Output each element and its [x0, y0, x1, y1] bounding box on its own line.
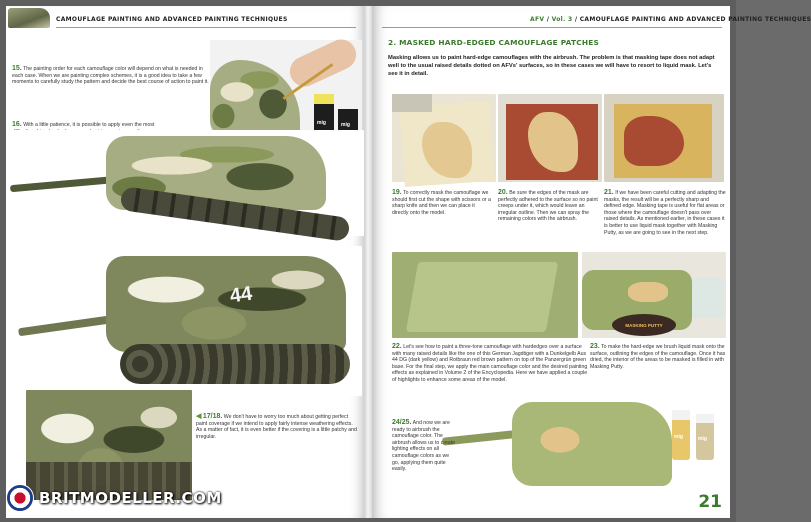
step-text: To correctly mask the camouflage we should first cut the shape with scissors or a sharp knife and then we can place it directly onto the model. — [392, 190, 491, 216]
step-number: 17/18. — [202, 413, 223, 420]
bottle-label: mig — [698, 436, 707, 442]
bottle-cap — [672, 410, 690, 420]
header-separator: / — [574, 16, 578, 23]
photo-step-24-25-airbrush — [442, 392, 722, 500]
step-number: 20. — [498, 189, 508, 196]
step-text: To make the hard-edge we brush liquid mask onto the surface, outlining the edges of the camouflage. Once it has dried, the interior of the areas to be masked is filled in with Masking Putty. — [590, 344, 726, 370]
watermark — [6, 482, 222, 514]
tank-number-marking: 44 — [228, 282, 254, 308]
triangle-arrow-icon: ◀ — [196, 413, 202, 420]
step-text: Let's see how to paint a three-tone camouflage with hardedges over a surface with many raised details like the one of this German Jagdtiger with a Dunkelgelb Aus 44 DG (dark yellow) and Rotbraun red brown pattern on top of the Panzergrün green base. For the final step, we apply the main camouflage color and the desired painting effects as explained in Volume 2 of the Encyclopedia. Here we have applied a couple of highlights to enhance some areas of the model. — [392, 344, 588, 383]
step-number: 22. — [392, 343, 402, 350]
header-volume: Vol. 3 — [551, 16, 573, 23]
step-22 — [392, 344, 588, 384]
step-number: 15. — [12, 65, 22, 72]
photo-tank-44 — [10, 246, 362, 396]
step-number: 23. — [590, 343, 600, 350]
masking-putty-jar — [612, 314, 676, 336]
raf-roundel-icon — [6, 484, 34, 512]
header-tank-thumbnail — [8, 8, 50, 28]
left-page-header: CAMOUFLAGE PAINTING AND ADVANCED PAINTING TECHNIQUES — [56, 16, 288, 23]
bottle-label: mig — [341, 122, 350, 128]
step-text: The painting order for each camouflage color will depend on what is needed in each case. When we are painting complex schemes, it is a good idea to take a few moments to carefully study the pattern and decide the best course of action to paint it. — [12, 66, 209, 86]
header-title: CAMOUFLAGE PAINTING AND ADVANCED PAINTING TECHNIQUES — [579, 16, 811, 23]
page-number: 21 — [698, 492, 722, 512]
step-text: With a little patience, it is possible to apply even the most — [23, 122, 155, 128]
section-title: 2. MASKED HARD-EDGED CAMOUFLAGE PATCHES — [388, 38, 599, 47]
scissors — [392, 94, 432, 112]
step-24-25 — [392, 420, 456, 473]
step-text: Be sure the edges of the mask are perfectly adhered to the surface so no paint creeps under it, which would leave an irregular outline. Then we can spray the remaining colors with the airbrush. — [498, 190, 598, 223]
liquid-mask-bottle — [692, 278, 724, 318]
step-text: And now we are ready to airbrush the camouflage color. The airbrush allows us to create lighting effects on all camouflage colors as we go, applying them quite easily. — [392, 420, 456, 473]
photo-step-20-paint-over-mask — [498, 94, 602, 182]
tank-tracks — [120, 344, 350, 384]
right-page-header — [530, 16, 811, 25]
right-page — [372, 6, 811, 518]
step-23 — [590, 344, 726, 370]
tank-hull — [106, 256, 346, 352]
section-intro: Masking allows us to paint hard-edge camouflages with the airbrush. The problem is that masking tape does not adapt well to the usual raised details dotted on AFVs' surfaces, so in these cases we will have to resort to liquid mask. Let's see it in detail. — [388, 55, 715, 77]
mask-area — [628, 282, 668, 302]
step-20 — [498, 190, 602, 223]
photo-step-22-green-base — [392, 252, 578, 338]
bottle-label: mig — [674, 434, 683, 440]
step-text: We don't have to worry too much about getting perfect paint coverage if we intend to apply fairly intense weathering effects. As a matter of fact, it is even better if the covering is a little patchy and irregular. — [196, 414, 357, 440]
bottle-cap — [338, 100, 358, 109]
step-19 — [392, 190, 492, 216]
step-number: 19. — [392, 189, 402, 196]
bottle-cap — [696, 414, 714, 423]
header-separator: / — [546, 16, 550, 23]
hand — [285, 35, 361, 92]
photo-step-23-liquid-mask — [582, 252, 726, 338]
red-brown-patch — [624, 116, 684, 166]
bottle-cap — [314, 94, 334, 104]
watermark-text: BRITMODELLER.COM — [39, 489, 222, 507]
photo-tank-splinter-camo — [10, 130, 364, 236]
paint-bottle-4 — [696, 414, 714, 460]
photo-step-19-cut-mask — [392, 94, 496, 182]
header-rule — [382, 27, 722, 28]
step-number: 16. — [12, 121, 22, 128]
step-17-18 — [196, 414, 358, 440]
tank-hull — [512, 402, 672, 486]
step-21 — [604, 190, 726, 236]
photo-step-21-result — [604, 94, 724, 182]
bottle-label: mig — [317, 120, 326, 126]
step-15 — [12, 66, 210, 86]
tank-detail — [210, 60, 300, 140]
jagdtiger-superstructure — [406, 262, 558, 332]
left-page — [6, 6, 366, 518]
header-prefix: AFV — [530, 16, 545, 23]
header-rule — [56, 27, 356, 28]
step-text: If we have been careful cutting and adapting the masks, the result will be a perfectly sharp and defined edge. Masking tape is useful for flat areas or those where the camouflage doesn't pass over raised details. As mentioned earlier, in these cases it is better to use liquid mask together with Masking Putty, as we are going to see in the next step. — [604, 190, 726, 236]
step-number: 24/25. — [392, 419, 412, 426]
paint-bottle-3 — [672, 410, 690, 460]
step-number: 21. — [604, 189, 614, 196]
jar-label: MASKING PUTTY — [625, 322, 663, 328]
